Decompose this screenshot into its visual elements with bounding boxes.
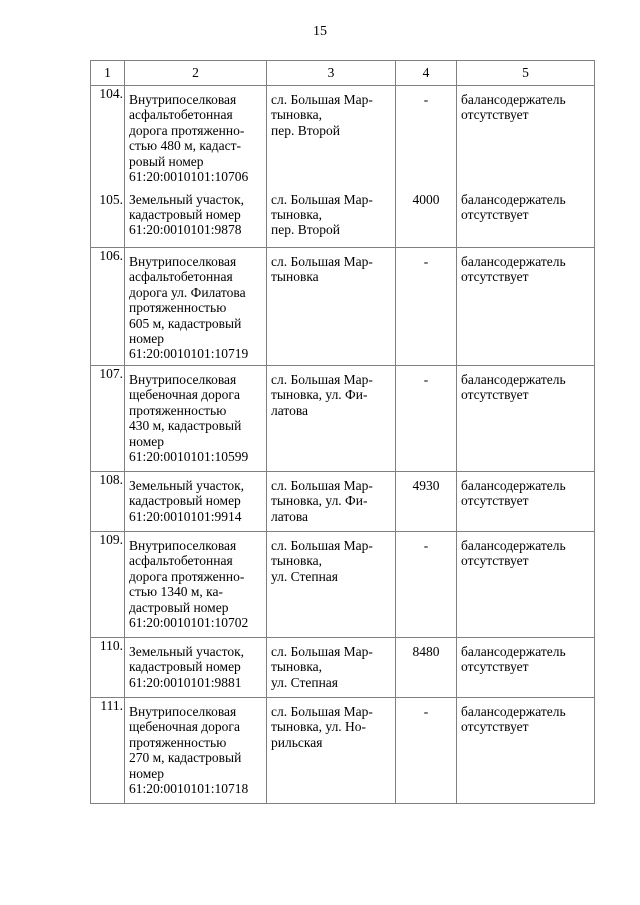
table-row <box>91 366 595 472</box>
row-number: 108. <box>91 472 125 532</box>
object-name: Земельный участок, кадастровый номер 61:20:0010101:9878 <box>125 192 267 248</box>
object-address: сл. Большая Мар- тыновка <box>267 248 396 366</box>
row-number: 106. <box>91 248 125 366</box>
object-address: сл. Большая Мар- тыновка, ул. Фи- латова <box>267 366 396 472</box>
page-number: 15 <box>313 24 327 39</box>
column-header: 5 <box>457 61 595 86</box>
table-row <box>91 532 595 638</box>
row-number: 109. <box>91 532 125 638</box>
object-address: сл. Большая Мар- тыновка, ул. Степная <box>267 638 396 698</box>
table-header-row <box>91 61 595 86</box>
table-row <box>91 472 595 532</box>
property-registry-table <box>90 60 595 804</box>
object-area: 8480 <box>396 638 457 698</box>
object-area: - <box>396 698 457 804</box>
row-number: 105. <box>91 192 125 248</box>
row-number: 104. <box>91 86 125 192</box>
object-address: сл. Большая Мар- тыновка, пер. Второй <box>267 86 396 192</box>
table-row <box>91 86 595 192</box>
column-header: 3 <box>267 61 396 86</box>
object-address: сл. Большая Мар- тыновка, ул. Степная <box>267 532 396 638</box>
balance-holder: балансодержатель отсутствует <box>457 248 595 366</box>
object-area: 4930 <box>396 472 457 532</box>
balance-holder: балансодержатель отсутствует <box>457 366 595 472</box>
column-header: 4 <box>396 61 457 86</box>
column-header: 2 <box>125 61 267 86</box>
object-name: Внутрипоселковая асфальтобетонная дорога протяженно- стью 480 м, кадаст- ровый номер 61:20:0010101:10706 <box>125 86 267 192</box>
table-row <box>91 638 595 698</box>
balance-holder: балансодержатель отсутствует <box>457 192 595 248</box>
row-number: 107. <box>91 366 125 472</box>
object-area: - <box>396 532 457 638</box>
row-number: 111. <box>91 698 125 804</box>
balance-holder: балансодержатель отсутствует <box>457 472 595 532</box>
row-number: 110. <box>91 638 125 698</box>
object-name: Внутрипоселковая асфальтобетонная дорога протяженно- стью 1340 м, ка- дастровый номер 61:20:0010101:10702 <box>125 532 267 638</box>
object-address: сл. Большая Мар- тыновка, пер. Второй <box>267 192 396 248</box>
object-name: Земельный участок, кадастровый номер 61:20:0010101:9914 <box>125 472 267 532</box>
table-row <box>91 192 595 248</box>
object-area: - <box>396 248 457 366</box>
table-row <box>91 248 595 366</box>
balance-holder: балансодержатель отсутствует <box>457 532 595 638</box>
object-name: Внутрипоселковая щебеночная дорога протяженностью 270 м, кадастровый номер 61:20:0010101:10718 <box>125 698 267 804</box>
balance-holder: балансодержатель отсутствует <box>457 698 595 804</box>
object-area: - <box>396 366 457 472</box>
table-row <box>91 698 595 804</box>
object-name: Внутрипоселковая щебеночная дорога протяженностью 430 м, кадастровый номер 61:20:0010101:10599 <box>125 366 267 472</box>
object-area: - <box>396 86 457 192</box>
object-area: 4000 <box>396 192 457 248</box>
object-name: Земельный участок, кадастровый номер 61:20:0010101:9881 <box>125 638 267 698</box>
object-address: сл. Большая Мар- тыновка, ул. Фи- латова <box>267 472 396 532</box>
column-header: 1 <box>91 61 125 86</box>
object-address: сл. Большая Мар- тыновка, ул. Но- рильская <box>267 698 396 804</box>
balance-holder: балансодержатель отсутствует <box>457 638 595 698</box>
balance-holder: балансодержатель отсутствует <box>457 86 595 192</box>
object-name: Внутрипоселковая асфальтобетонная дорога ул. Филатова протяженностью 605 м, кадастровый номер 61:20:0010101:10719 <box>125 248 267 366</box>
